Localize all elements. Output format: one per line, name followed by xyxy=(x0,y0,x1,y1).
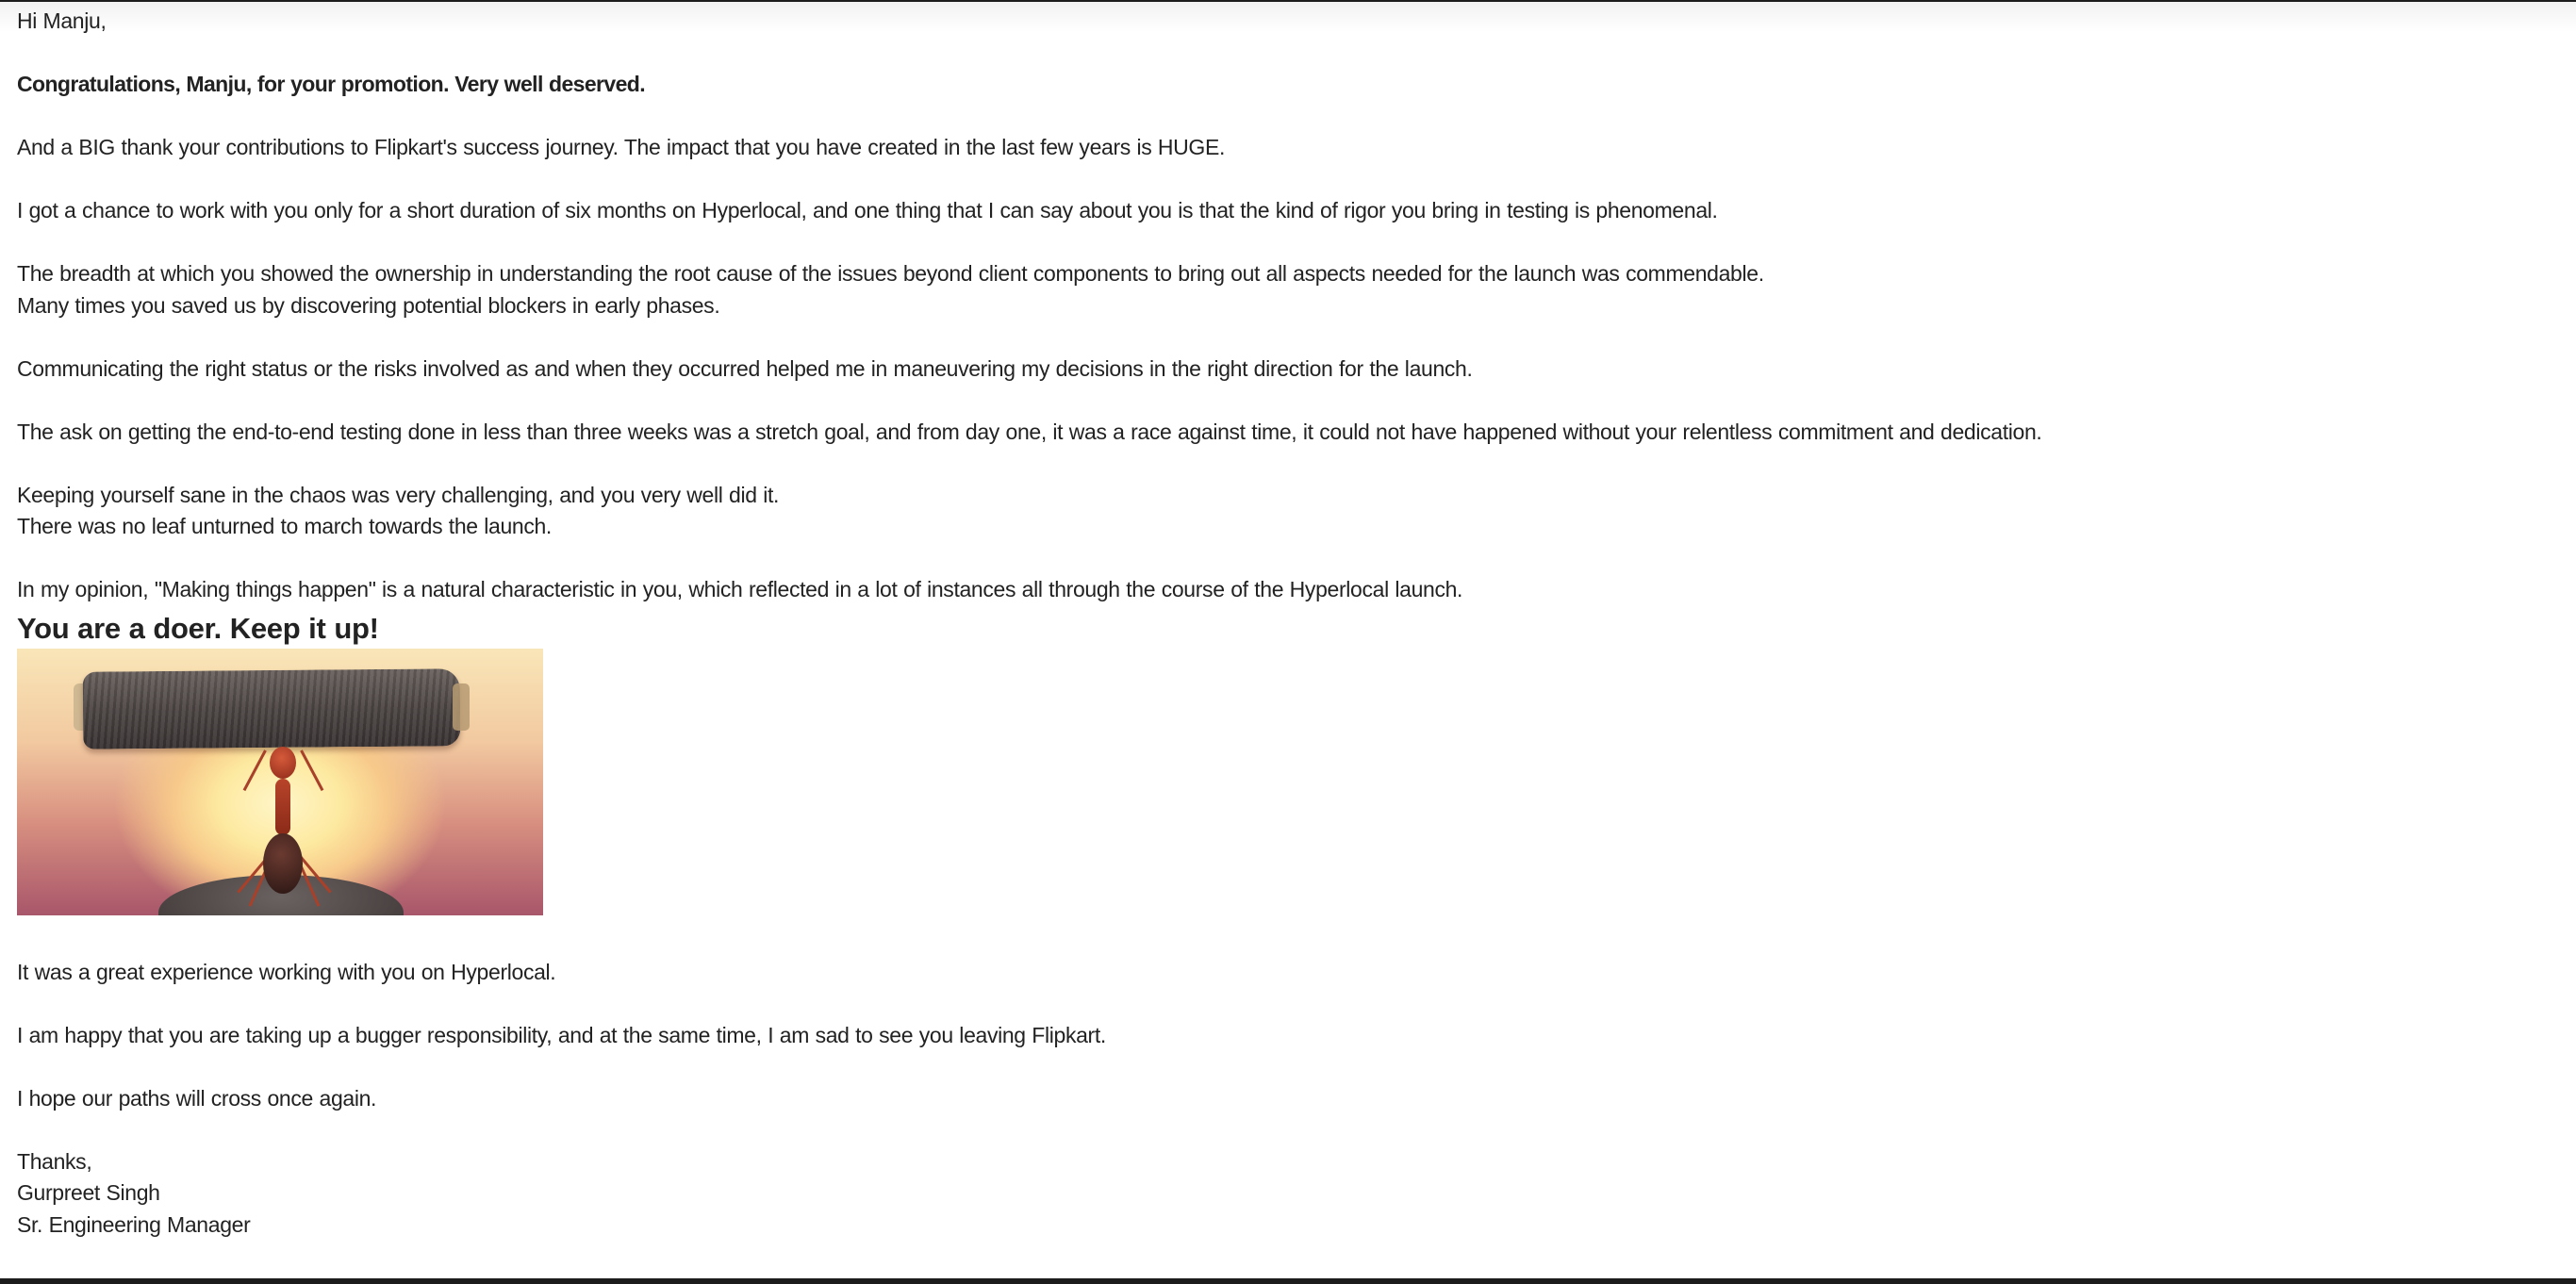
ant-head xyxy=(270,747,296,779)
paragraph-ownership-line-2: Many times you saved us by discovering potential blockers in early phases. xyxy=(17,292,720,318)
sender-name: Gurpreet Singh xyxy=(17,1180,160,1205)
paragraph-chaos-line-2: There was no leaf unturned to march towards the launch. xyxy=(17,514,552,538)
paragraph-ownership-line-1: The breadth at which you showed the ownership in understanding the root cause of the issues beyond client components to bring out all aspects needed for the launch was commendable. xyxy=(17,261,1764,286)
spacer xyxy=(17,38,2553,70)
closing-paths-cross: I hope our paths will cross once again. xyxy=(17,1085,377,1111)
paragraph-rigor: I got a chance to work with you only for a short duration of six months on Hyperlocal, and one thing that I can say about you is that the kind of rigor you bring in testing is phenomenal. xyxy=(17,198,1718,222)
ant-arm-left xyxy=(243,749,267,791)
paragraph-opinion: In my opinion, "Making things happen" is a natural characteristic in you, which reflected in a lot of instances all through the course of the Hyperlocal launch. xyxy=(17,577,1463,601)
spacer xyxy=(17,988,2553,1020)
signoff: Thanks, xyxy=(17,1148,92,1174)
spacer xyxy=(17,1051,2553,1083)
spacer xyxy=(17,915,2553,957)
doer-heading: You are a doer. Keep it up! xyxy=(17,611,379,645)
ant-abdomen xyxy=(263,833,303,894)
congratulations-line: Congratulations, Manju, for your promotion. Very well deserved. xyxy=(17,72,646,96)
ant-arm-right xyxy=(300,749,323,791)
paragraph-impact: And a BIG thank your contributions to Flipkart's success journey. The impact that you have created in the last few years is HUGE. xyxy=(17,135,1226,159)
email-body xyxy=(17,6,2553,1241)
sender-title: Sr. Engineering Manager xyxy=(17,1211,251,1237)
spacer xyxy=(17,543,2553,575)
spacer xyxy=(17,227,2553,259)
closing-bigger-responsibility: I am happy that you are taking up a bugger responsibility, and at the same time, I am sad to see you leaving Flipkart. xyxy=(17,1022,1106,1047)
log xyxy=(83,668,461,749)
paragraph-communication: Communicating the right status or the risks involved as and when they occurred helped me in maneuvering my decisions in the right direction for the launch. xyxy=(17,355,1473,381)
window-bottom-border xyxy=(0,1278,2576,1284)
log-end-right xyxy=(453,683,470,731)
spacer xyxy=(17,1114,2553,1146)
spacer xyxy=(17,321,2553,354)
paragraph-stretch-goal: The ask on getting the end-to-end testing done in less than three weeks was a stretch goal, and from day one, it was a race against time, it could not have happened without your relentless commitment and dedication. xyxy=(17,419,2042,444)
spacer xyxy=(17,448,2553,480)
closing-great-experience: It was a great experience working with you on Hyperlocal. xyxy=(17,959,556,984)
spacer xyxy=(17,101,2553,133)
ant-lifting-log-image xyxy=(17,649,543,915)
ant-thorax xyxy=(275,779,290,835)
spacer xyxy=(17,385,2553,417)
greeting: Hi Manju, xyxy=(17,8,107,33)
paragraph-chaos-line-1: Keeping yourself sane in the chaos was very challenging, and you very well did it. xyxy=(17,482,780,507)
spacer xyxy=(17,164,2553,196)
